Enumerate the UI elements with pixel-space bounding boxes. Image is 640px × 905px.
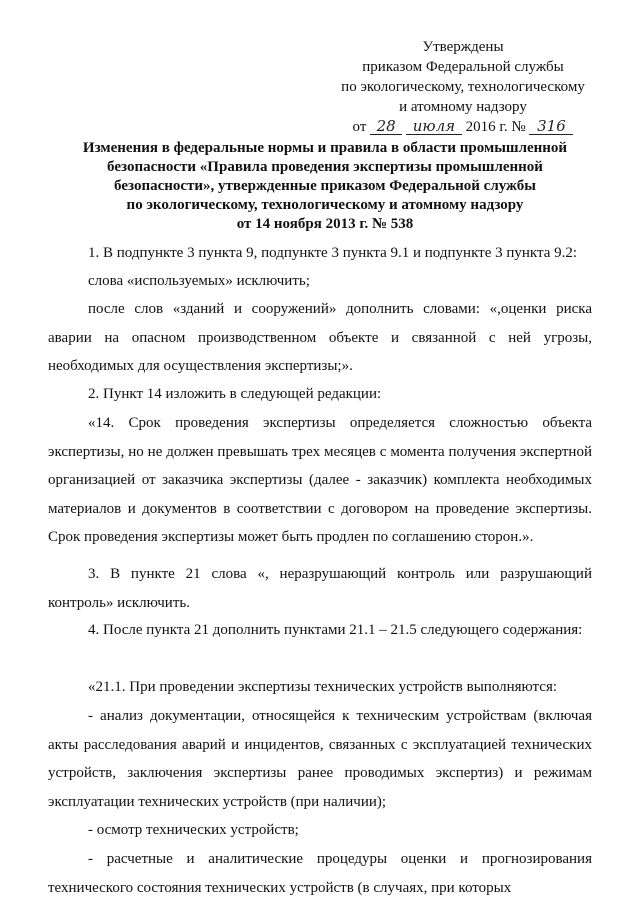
paragraph-3: после слов «зданий и сооружений» дополнить словами: «,оценки риска аварии на опасном производственном объекте и связанной с ней угрозы, необходимых для осуществления экспертизы;». bbox=[48, 301, 592, 374]
date-year: 2016 г. № bbox=[465, 119, 526, 135]
paragraph-9: - анализ документации, относящейся к техническим устройствам (включая акты расследования аварий и инцидентов, связанных с эксплуатацией технических устройств, заключения экспертизы ранее проводимых экспертиз) и режимам эксплуатации технических устройств (при наличии); bbox=[48, 708, 592, 810]
handwritten-order-number: 316 bbox=[529, 119, 573, 135]
paragraph-5: «14. Срок проведения экспертизы определяется сложностью объекта экспертизы, но не должен превышать трех месяцев с момента получения экспертной организацией от заказчика экспертизы (далее - заказчик) комплекта необходимых материалов и документов в соответствии с договором на проведение экспертизы. Срок проведения экспертизы может быть продлен по соглашению сторон.». bbox=[48, 415, 592, 545]
title-line: по экологическому, технологическому и атомному надзору bbox=[126, 197, 524, 213]
paragraph-2: слова «используемых» исключить; bbox=[88, 273, 310, 289]
title-line: безопасности «Правила проведения экспертизы промышленной bbox=[107, 159, 543, 175]
paragraph-7: 4. После пункта 21 дополнить пунктами 21.1 – 21.5 следующего содержания: bbox=[88, 622, 583, 638]
paragraph-1: 1. В подпункте 3 пункта 9, подпункте 3 пункта 9.1 и подпункте 3 пункта 9.2: bbox=[88, 245, 578, 261]
title-line: Изменения в федеральные нормы и правила в области промышленной bbox=[82, 140, 568, 156]
date-prefix: от bbox=[352, 119, 367, 135]
approval-line: по экологическому, технологическому bbox=[341, 79, 585, 95]
paragraph-10: - осмотр технических устройств; bbox=[88, 822, 299, 838]
paragraph-4: 2. Пункт 14 изложить в следующей редакции: bbox=[88, 386, 382, 402]
handwritten-month: июля bbox=[406, 119, 462, 135]
approval-line: и атомному надзору bbox=[399, 99, 527, 115]
document-title bbox=[60, 139, 590, 234]
handwritten-day: 28 bbox=[370, 119, 402, 135]
approval-block bbox=[318, 37, 608, 137]
approval-line: Утверждены bbox=[422, 39, 504, 55]
paragraph-6: 3. В пункте 21 слова «, неразрушающий контроль или разрушающий контроль» исключить. bbox=[48, 566, 592, 611]
title-line: безопасности», утвержденные приказом Федеральной службы bbox=[114, 178, 536, 194]
paragraph-8: «21.1. При проведении экспертизы технических устройств выполняются: bbox=[88, 679, 558, 695]
paragraph-11: - расчетные и аналитические процедуры оценки и прогнозирования технического состояния технических устройств (в случаях, при которых bbox=[48, 851, 592, 896]
approval-line: приказом Федеральной службы bbox=[362, 59, 564, 75]
title-line: от 14 ноября 2013 г. № 538 bbox=[236, 216, 414, 232]
approval-date-line bbox=[318, 117, 608, 137]
